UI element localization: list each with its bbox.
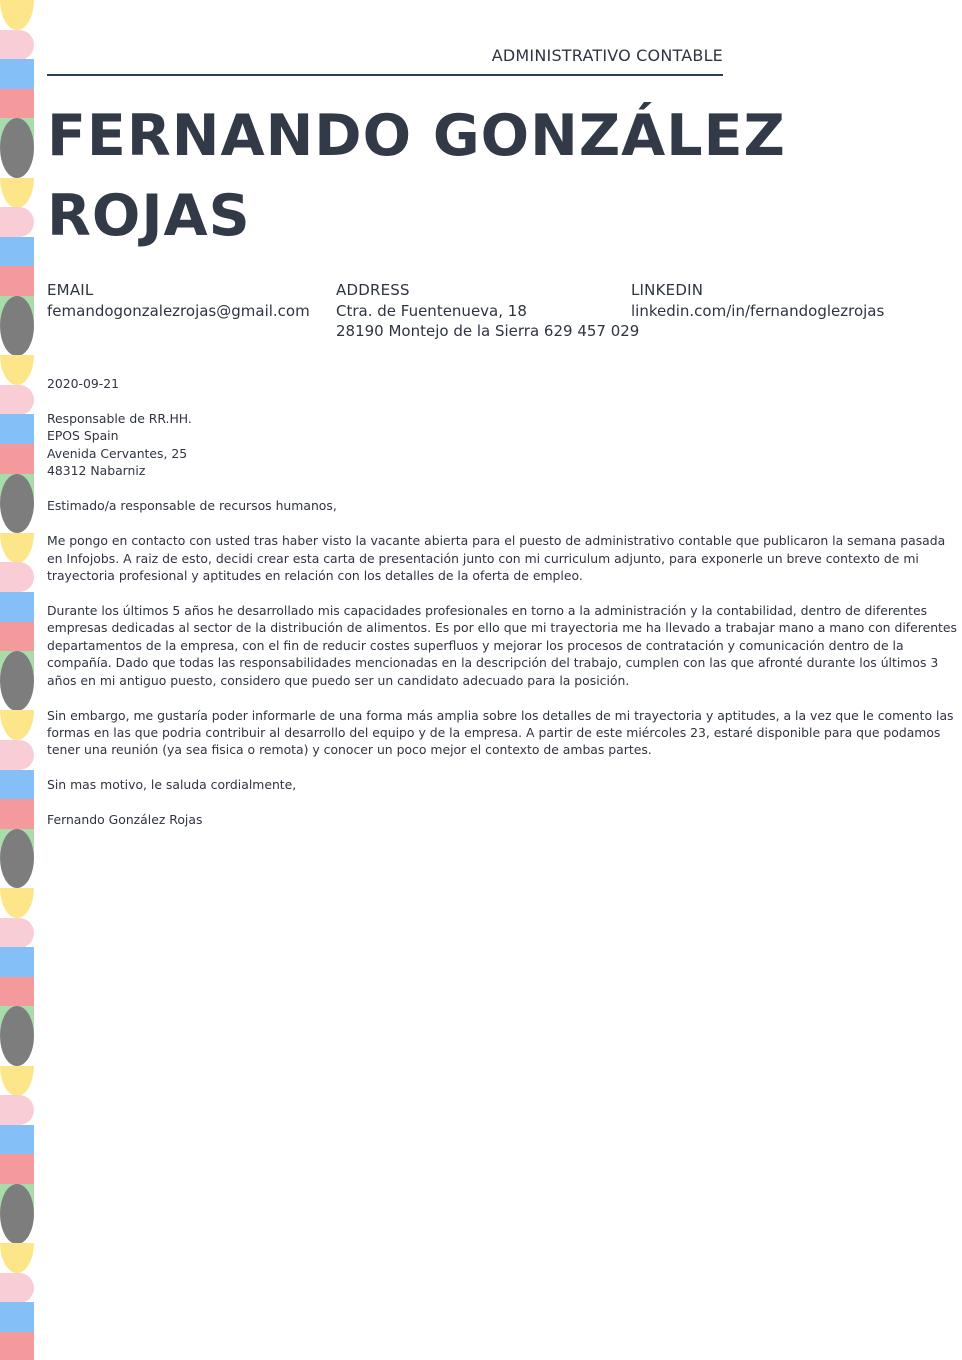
email-value: femandogonzalezrojas@gmail.com	[47, 301, 310, 320]
paragraph-line: años en mi antiguo puesto, considero que puedo ser un candidato adecuado para la posición.	[47, 672, 630, 688]
half-circle-shape	[0, 1066, 34, 1096]
letter-body	[47, 375, 957, 846]
half-circle-shape	[0, 1095, 34, 1125]
stripe-segment	[0, 622, 34, 652]
stripe-segment	[0, 444, 34, 474]
stripe-segment	[0, 178, 34, 208]
paragraph-line: Sin embargo, me gustaría poder informarle de una forma más amplia sobre los detalles de mi trayectoria y aptitudes, a la vez que le comento las	[47, 707, 954, 723]
stripe-segment	[0, 1125, 34, 1155]
paragraph-line: Durante los últimos 5 años he desarrollado mis capacidades profesionales en torno a la administración y la contabilidad, dentro de diferentes	[47, 603, 928, 619]
half-circle-shape	[0, 858, 34, 888]
half-circle-shape	[0, 414, 34, 444]
stripe-segment	[0, 1273, 34, 1303]
name-line-1: FERNANDO GONZÁLEZ	[47, 103, 786, 169]
stripe-segment	[0, 30, 34, 60]
stripe-segment	[0, 355, 34, 385]
half-circle-shape	[0, 918, 34, 948]
stripe-segment	[0, 1302, 34, 1332]
stripe-segment	[0, 858, 34, 888]
stripe-segment	[0, 592, 34, 622]
title-divider	[47, 74, 723, 76]
half-circle-shape	[0, 1125, 34, 1155]
letter-date: 2020-09-21	[47, 376, 120, 391]
paragraph-line: en Infojobs. A raiz de esto, decidi crear esta carta de presentación junto con mi curriculum adjunto, para exponerle un breve contexto de mi	[47, 550, 919, 566]
stripe-segment	[0, 414, 34, 444]
stripe-segment	[0, 740, 34, 770]
stripe-segment	[0, 977, 34, 1007]
job-title: ADMINISTRATIVO CONTABLE	[491, 46, 723, 65]
half-circle-shape	[0, 148, 34, 178]
stripe-segment	[0, 562, 34, 592]
half-circle-shape	[0, 1214, 34, 1244]
stripe-segment	[0, 799, 34, 829]
stripe-segment	[0, 888, 34, 918]
stripe-segment	[0, 1214, 34, 1244]
half-circle-shape	[0, 59, 34, 89]
paragraph-line: tener una reunión (ya sea fisica o remota) y conocer un poco mejor el contexto de ambas partes.	[47, 742, 652, 758]
half-circle-shape	[0, 0, 34, 30]
paragraph-line: compañía. Dado que todas las responsabilidades mencionadas en la descripción del trabajo, cumplen con las que afronté durante los últimos 3	[47, 655, 939, 671]
half-circle-shape	[0, 592, 34, 622]
recipient-line: 48312 Nabarniz	[47, 463, 146, 479]
recipient-line: Avenida Cervantes, 25	[47, 445, 188, 461]
half-circle-shape	[0, 1036, 34, 1066]
address-line-2: 28190 Montejo de la Sierra 629 457 029	[336, 322, 640, 340]
stripe-segment	[0, 651, 34, 681]
stripe-segment	[0, 918, 34, 948]
applicant-name	[47, 96, 787, 256]
stripe-segment	[0, 207, 34, 237]
linkedin-label: LINKEDIN	[631, 281, 704, 299]
half-circle-shape	[0, 326, 34, 356]
half-circle-shape	[0, 237, 34, 267]
half-circle-shape	[0, 681, 34, 711]
half-circle-shape	[0, 207, 34, 237]
half-circle-shape	[0, 89, 34, 119]
paragraph-2	[47, 602, 957, 689]
half-circle-shape	[0, 622, 34, 652]
recipient-line: Responsable de RR.HH.	[47, 411, 192, 426]
half-circle-shape	[0, 947, 34, 977]
half-circle-shape	[0, 977, 34, 1007]
address-line-1: Ctra. de Fuentenueva, 18	[336, 301, 527, 320]
stripe-segment	[0, 1095, 34, 1125]
paragraph-line: Me pongo en contacto con usted tras haber visto la vacante abierta para el puesto de administrativo contable que publicaron la semana pasada	[47, 533, 946, 549]
stripe-segment	[0, 681, 34, 711]
paragraph-line: empresas dedicadas al sector de la distribución de alimentos. Es por ello que mi trayectoria me ha llevado a trabajar mano a mano con diferentes	[47, 620, 957, 636]
stripe-segment	[0, 474, 34, 504]
linkedin-value: linkedin.com/in/fernandoglezrojas	[631, 301, 885, 320]
signature: Fernando González Rojas	[47, 812, 203, 828]
contact-address	[336, 280, 639, 342]
stripe-segment	[0, 1066, 34, 1096]
contact-email	[47, 280, 310, 321]
half-circle-shape	[0, 562, 34, 592]
half-circle-shape	[0, 30, 34, 60]
half-circle-shape	[0, 770, 34, 800]
address-label: ADDRESS	[336, 281, 410, 299]
recipient-line: EPOS Spain	[47, 428, 119, 444]
greeting: Estimado/a responsable de recursos humanos,	[47, 498, 337, 514]
half-circle-shape	[0, 740, 34, 770]
half-circle-shape	[0, 533, 34, 563]
stripe-segment	[0, 266, 34, 296]
half-circle-shape	[0, 355, 34, 385]
stripe-segment	[0, 1184, 34, 1214]
stripe-segment	[0, 1332, 34, 1360]
stripe-segment	[0, 1243, 34, 1273]
paragraph-3	[47, 707, 954, 759]
paragraph-line: departamentos de la empresa, con el fin de reducir costes superfluos y mejorar los procesos de contratación y comunicación dentro de la	[47, 637, 904, 653]
half-circle-shape	[0, 888, 34, 918]
half-circle-shape	[0, 385, 34, 415]
stripe-segment	[0, 89, 34, 119]
stripe-segment	[0, 1154, 34, 1184]
half-circle-shape	[0, 178, 34, 208]
stripe-segment	[0, 1006, 34, 1036]
stripe-segment	[0, 326, 34, 356]
paragraph-line: trayectoria profesional y aptitudes en relación con los detalles de la oferta de empleo.	[47, 568, 583, 584]
half-circle-shape	[0, 444, 34, 474]
stripe-segment	[0, 385, 34, 415]
contact-linkedin	[631, 280, 884, 321]
closing: Sin mas motivo, le saluda cordialmente,	[47, 777, 297, 793]
half-circle-shape	[0, 1332, 34, 1360]
stripe-segment	[0, 118, 34, 148]
half-circle-shape	[0, 710, 34, 740]
half-circle-shape	[0, 799, 34, 829]
stripe-segment	[0, 503, 34, 533]
stripe-segment	[0, 296, 34, 326]
stripe-segment	[0, 59, 34, 89]
stripe-segment	[0, 770, 34, 800]
stripe-segment	[0, 533, 34, 563]
half-circle-shape	[0, 1154, 34, 1184]
stripe-segment	[0, 947, 34, 977]
half-circle-shape	[0, 1243, 34, 1273]
paragraph-1	[47, 532, 946, 584]
decorative-stripe	[0, 0, 34, 1360]
half-circle-shape	[0, 266, 34, 296]
half-circle-shape	[0, 1302, 34, 1332]
name-line-2: ROJAS	[47, 183, 251, 249]
stripe-segment	[0, 148, 34, 178]
recipient-block	[47, 410, 915, 480]
stripe-segment	[0, 710, 34, 740]
stripe-segment	[0, 237, 34, 267]
stripe-segment	[0, 1036, 34, 1066]
half-circle-shape	[0, 503, 34, 533]
stripe-segment	[0, 829, 34, 859]
paragraph-line: formas en las que podria contribuir al desarrollo del equipo y de la empresa. A partir de este miércoles 23, estaré disponible para que podamos	[47, 725, 941, 741]
stripe-segment	[0, 0, 34, 30]
email-label: EMAIL	[47, 281, 94, 299]
half-circle-shape	[0, 1273, 34, 1303]
